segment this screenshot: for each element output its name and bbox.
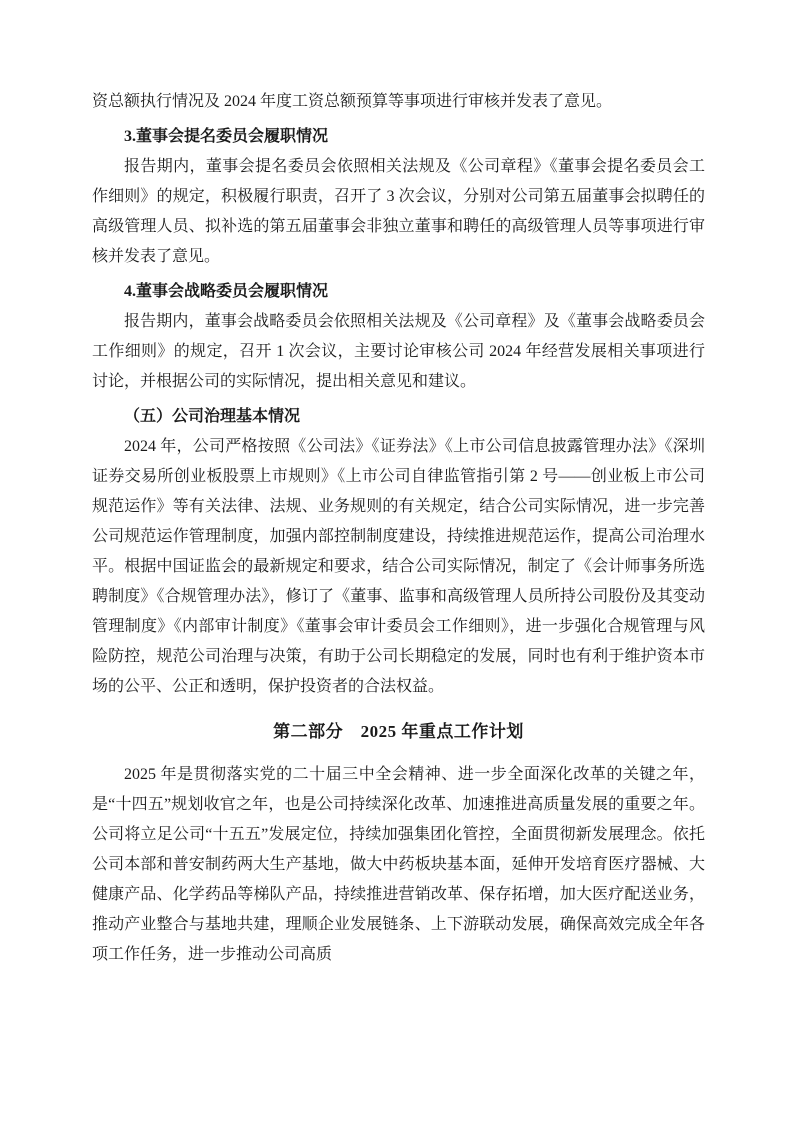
section-title-2025-work-plan: 第二部分 2025 年重点工作计划 (273, 722, 524, 741)
paragraph-nomination-committee: 报告期内，董事会提名委员会依照相关法规及《公司章程》《董事会提名委员会工作细则》的规定，积极履行职责，召开了 3 次会议，分别对公司第五届董事会拟聘任的高级管理人员、拟补选的第五届董事会非独立董事和聘任的高级管理人员等事项进行审核并发表了意见。 (92, 158, 705, 265)
paragraph-governance-overview: 2024 年，公司严格按照《公司法》《证券法》《上市公司信息披露管理办法》《深圳证券交易所创业板股票上市规则》《上市公司自律监管指引第 2 号——创业板上市公司规范运作》等有关法律、法规、业务规则的有关规定，结合公司实际情况，进一步完善公司规范运作管理制度，加强内部控制制度建设，持续推进规范运作，提高公司治理水平。根据中国证监会的最新规定和要求，结合公司实际情况，制定了《会计师事务所选聘制度》《合规管理办法》，修订了《董事、监事和高级管理人员所持公司股份及其变动管理制度》《内部审计制度》《董事会审计委员会工作细则》，进一步强化合规管理与风险防控，规范公司治理与决策，有助于公司长期稳定的发展，同时也有利于维护资本市场的公平、公正和透明，保护投资者的合法权益。 (92, 438, 705, 695)
heading-nomination-committee: 3.董事会提名委员会履职情况 (124, 128, 329, 145)
paragraph-wage-budget-continuation: 资总额执行情况及 2024 年度工资总额预算等事项进行审核并发表了意见。 (92, 93, 613, 110)
heading-strategy-committee: 4.董事会战略委员会履职情况 (124, 283, 329, 300)
heading-governance-overview: （五）公司治理基本情况 (124, 408, 301, 425)
paragraph-2025-work-plan: 2025 年是贯彻落实党的二十届三中全会精神、进一步全面深化改革的关键之年，是“十四五”规划收官之年，也是公司持续深化改革、加速推进高质量发展的重要之年。公司将立足公司“十五五”发展定位，持续加强集团化管控，全面贯彻新发展理念。依托公司本部和普安制药两大生产基地，做大中药板块基本面，延伸开发培育医疗器械、大健康产品、化学药品等梯队产品，持续推进营销改革、保存拓增，加大医疗配送业务，推动产业整合与基地共建，理顺企业发展链条、上下游联动发展，确保高效完成全年各项工作任务，进一步推动公司高质 (92, 766, 705, 963)
paragraph-strategy-committee: 报告期内，董事会战略委员会依照相关法规及《公司章程》及《董事会战略委员会工作细则》的规定，召开 1 次会议，主要讨论审核公司 2024 年经营发展相关事项进行讨论，并根据公司的实际情况，提出相关意见和建议。 (92, 313, 705, 390)
